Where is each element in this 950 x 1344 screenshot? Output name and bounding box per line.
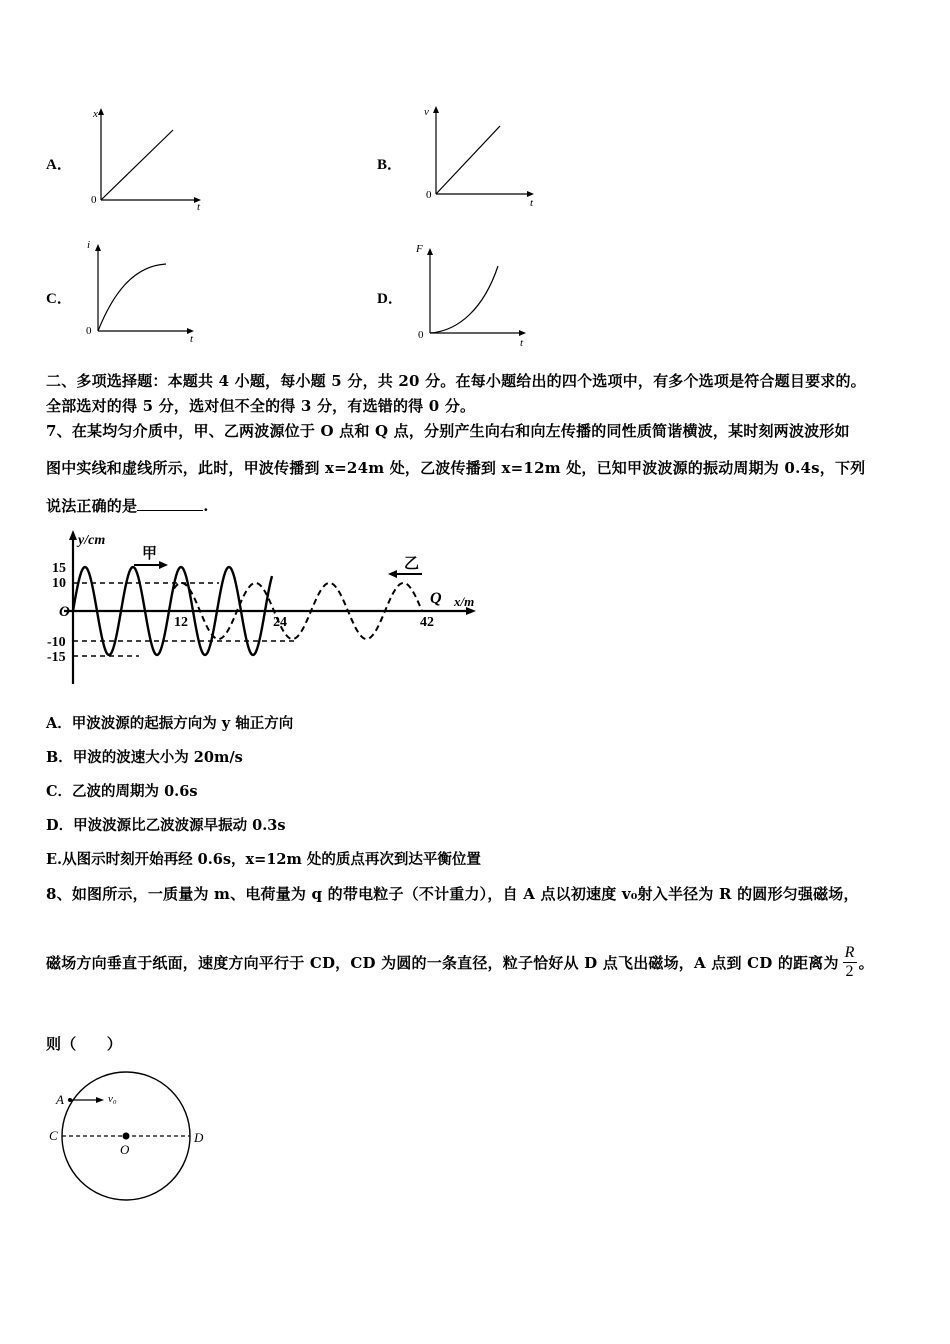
option-d-label: D．: [377, 291, 403, 307]
graph-c-curve: [98, 264, 166, 331]
graph-a-origin: 0: [91, 194, 97, 206]
q8-stem-line3: 则（ ）: [46, 1035, 123, 1053]
yi-label: 乙: [404, 556, 420, 572]
wave-q-label: Q: [430, 590, 442, 607]
section-instruction-line1: 二、多项选择题：本题共 4 小题，每小题 5 分，共 20 分。在每小题给出的四个选项中，有多个选项是符合题目要求的。: [46, 372, 866, 390]
q7-stem-line3-end: .: [203, 497, 209, 515]
graph-a-x-label: t: [197, 201, 201, 213]
fraction-denominator: 2: [845, 963, 854, 980]
graph-a-line: [101, 130, 173, 200]
q7-option-e: E.从图示时刻开始再经 0.6s，x=12m 处的质点再次到达平衡位置: [46, 851, 481, 868]
circle-diagram: [44, 1068, 224, 1208]
q7-option-c: C．乙波的周期为 0.6s: [46, 783, 198, 800]
q7-stem-line3-text: 说法正确的是: [46, 497, 138, 515]
section-instruction-line2: 全部选对的得 5 分，选对但不全的得 3 分，有选错的得 0 分。: [46, 397, 476, 415]
option-a-label: A．: [46, 157, 72, 173]
graph-b-x-label: t: [530, 197, 534, 209]
wave-origin-label: O: [59, 604, 70, 620]
q7-option-a: A．甲波波源的起振方向为 y 轴正方向: [46, 715, 294, 732]
fraction-numerator: R: [844, 944, 855, 961]
label-o: O: [120, 1142, 130, 1157]
label-c: C: [49, 1128, 58, 1143]
label-d: D: [194, 1130, 204, 1145]
q7-option-d: D．甲波波源比乙波波源早振动 0.3s: [46, 817, 286, 834]
fraction-r-over-2: [843, 944, 857, 981]
q7-stem-line1: 7、在某均匀介质中，甲、乙两波源位于 O 点和 Q 点，分别产生向右和向左传播的同性质简谐横波，某时刻两波波形如: [46, 422, 850, 440]
label-a: A: [56, 1092, 64, 1107]
answer-blank: [137, 496, 203, 511]
q7-option-b: B．甲波的波速大小为 20m/s: [46, 749, 243, 766]
jia-label: 甲: [142, 546, 158, 562]
graph-a: [85, 100, 210, 215]
center-point-o: [123, 1133, 130, 1140]
q8-stem-line2: [46, 944, 874, 981]
q8-stem-line2-end: 。: [858, 954, 874, 972]
wave-graph: [44, 524, 484, 694]
graph-b-origin: 0: [426, 189, 432, 201]
graph-d: [414, 238, 539, 348]
graph-d-x-label: t: [520, 337, 524, 348]
xtick-42: 42: [420, 615, 434, 630]
xtick-12: 12: [174, 615, 188, 630]
graph-d-y-label: F: [416, 243, 423, 255]
graph-b-line: [436, 126, 500, 194]
graph-c-y-label: i: [87, 239, 91, 251]
xtick-24: 24: [273, 615, 287, 630]
ytick-10: 10: [52, 576, 66, 591]
graph-b: [420, 100, 545, 215]
label-v0: v₀: [108, 1093, 117, 1105]
wave-x-label: x/m: [454, 594, 475, 609]
graph-a-y-label: x: [93, 108, 98, 120]
ytick-minus-10: -10: [47, 635, 66, 650]
q7-stem-line2: 图中实线和虚线所示，此时，甲波传播到 x=24m 处，乙波传播到 x=12m 处，已知甲波波源的振动周期为 0.4s，下列: [46, 459, 866, 477]
graph-d-origin: 0: [418, 329, 424, 341]
graph-d-curve: [430, 266, 498, 333]
ytick-minus-15: -15: [47, 650, 66, 665]
graph-c-x-label: t: [190, 333, 194, 345]
q8-stem-line2-text: 磁场方向垂直于纸面，速度方向平行于 CD，CD 为圆的一条直径，粒子恰好从 D 点飞出磁场，A 点到 CD 的距离为: [46, 954, 839, 972]
graph-c-origin: 0: [86, 325, 92, 337]
ytick-15: 15: [52, 561, 66, 576]
graph-c: [82, 236, 207, 346]
q8-stem-line1: 8、如图所示，一质量为 m、电荷量为 q 的带电粒子（不计重力），自 A 点以初速度 v₀射入半径为 R 的圆形匀强磁场，: [46, 885, 859, 903]
option-b-label: B．: [377, 157, 403, 173]
q7-stem-line3: [46, 495, 209, 516]
wave-y-label: y/cm: [78, 533, 106, 548]
graph-b-y-label: v: [424, 106, 429, 118]
option-c-label: C．: [46, 291, 72, 307]
